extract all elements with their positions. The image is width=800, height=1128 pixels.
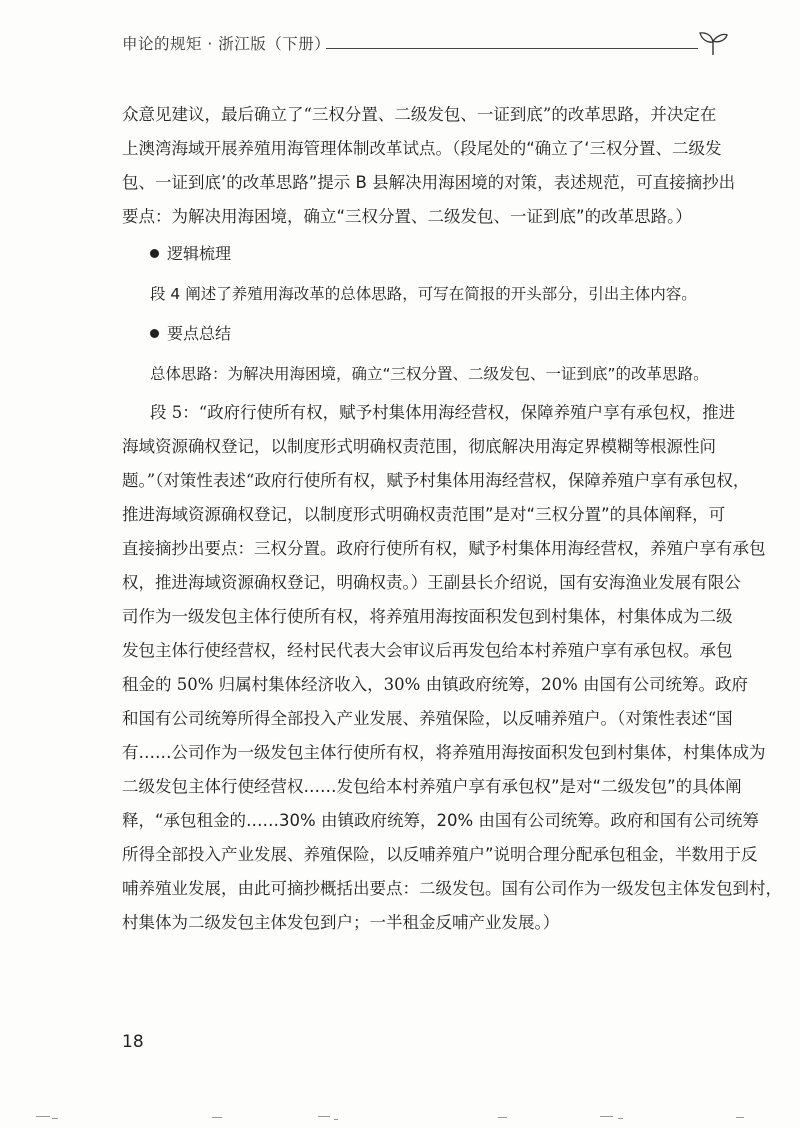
text-line: 租金的 50% 归属村集体经济收入，30% 由镇政府统筹，20% 由国有公司统筹。政府: [122, 675, 749, 694]
text-line: 释，“承包租金的……30% 由镇政府统筹，20% 由国有公司统筹。政府和国有公司统筹: [122, 811, 759, 830]
text-line: 司作为一级发包主体行使所有权，将养殖用海按面积发包到村集体，村集体成为二级: [122, 607, 733, 626]
text-line: 二级发包主体行使经营权……发包给本村养殖户享有承包权”是对“二级发包”的具体阐: [122, 777, 742, 796]
bullet-icon: [150, 329, 159, 338]
text-line: 有……公司作为一级发包主体行使所有权，将养殖用海按面积发包到村集体，村集体成为: [122, 743, 766, 762]
header-rule: [326, 48, 698, 49]
page-body: [122, 98, 782, 940]
text-line: 题。”（对策性表述“政府行使所有权，赋予村集体用海经营权，保障养殖户享有承包权，: [122, 471, 750, 490]
text-line: 哺养殖业发展，由此可摘抄概括出要点：二级发包。国有公司作为一级发包主体发包到村，: [122, 879, 782, 898]
text-line: 权，推进海域资源确权登记，明确权责。）王副县长介绍说，国有安海渔业发展有限公: [122, 573, 741, 592]
sprout-icon: [698, 30, 728, 56]
text-line: 和国有公司统筹所得全部投入产业发展、养殖保险，以反哺养殖户。（对策性表述“国: [122, 709, 733, 728]
bullet-summary: [122, 314, 718, 354]
text-line: 直接摘抄出要点：三权分置。政府行使所有权，赋予村集体用海经营权，养殖户享有承包: [122, 539, 766, 558]
paragraph-block-1: [122, 98, 736, 234]
text-line: 推进海域资源确权登记，以制度形式明确权责范围”是对“三权分置”的具体阐释，可: [122, 505, 726, 524]
text-line: 发包主体行使经营权，经村民代表大会审议后再发包给本村养殖户享有承包权。承包: [122, 641, 733, 660]
text-line: 包、一证到底’的改革思路”提示 B 县解决用海困境的对策，表述规范，可直接摘抄出: [122, 173, 736, 192]
bullet-label: 逻辑梳理: [167, 244, 232, 263]
scan-noise: [0, 1110, 800, 1126]
bullet-icon: [150, 249, 159, 258]
text-line: 众意见建议，最后确立了“三权分置、二级发包、一证到底”的改革思路，并决定在: [122, 105, 717, 124]
text-line: 海域资源确权登记，以制度形式明确权责范围，彻底解决用海定界模糊等根源性问: [122, 437, 716, 456]
text-line: 上澳湾海域开展养殖用海管理体制改革试点。（段尾处的“确立了‘三权分置、二级发: [122, 139, 722, 158]
summary-paragraph: 总体思路：为解决用海困境，确立“三权分置、二级发包、一证到底”的改革思路。: [150, 365, 709, 383]
book-title: 申论的规矩 · 浙江版（下册）: [122, 35, 331, 53]
text-line: 段 5：“政府行使所有权，赋予村集体用海经营权，保障养殖户享有承包权，推进: [150, 403, 736, 422]
page-number: 18: [122, 1032, 144, 1052]
text-line: 要点：为解决用海困境，确立“三权分置、二级发包、一证到底”的改革思路。）: [122, 207, 692, 226]
text-line: 所得全部投入产业发展、养殖保险，以反哺养殖户”说明合理分配承包租金，半数用于反: [122, 845, 758, 864]
bullet-logic: [122, 234, 718, 274]
text-line: 村集体为二级发包主体发包到户；一半租金反哺产业发展。）: [122, 913, 560, 932]
running-header: [122, 30, 728, 58]
bullet-label: 要点总结: [167, 324, 232, 343]
logic-paragraph: 段 4 阐述了养殖用海改革的总体思路，可写在简报的开头部分，引出主体内容。: [150, 285, 697, 303]
paragraph-block-2: [122, 396, 782, 940]
